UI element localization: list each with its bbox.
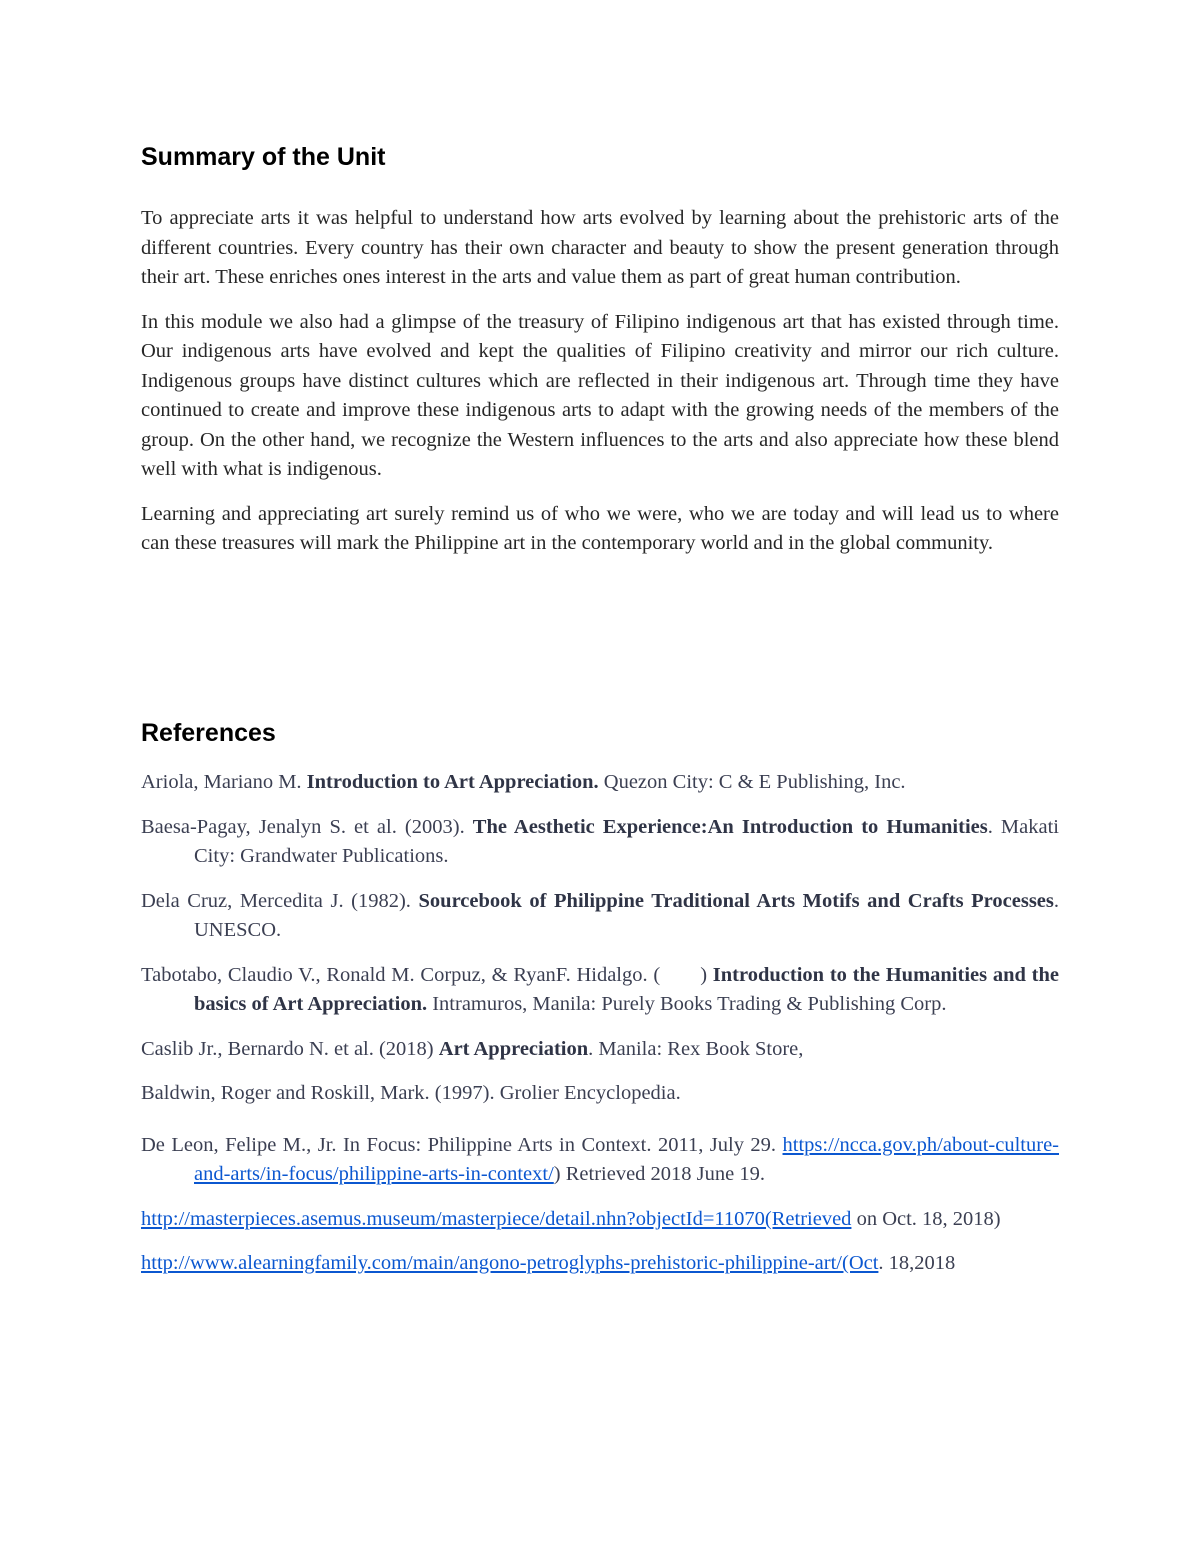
summary-heading: Summary of the Unit xyxy=(141,143,386,171)
summary-paragraph-1: To appreciate arts it was helpful to understand how arts evolved by learning about the prehistoric arts of the different countries. Every country has their own character and beauty to show the present generation through their art. These enriches ones interest in the arts and value them as part of great human contribution. xyxy=(141,207,1059,288)
reference-link-asemus[interactable]: http://masterpieces.asemus.museum/masterpiece/detail.nhn?objectId=11070(Retrieved xyxy=(141,1207,852,1230)
reference-asemus xyxy=(141,1205,1059,1235)
references-list xyxy=(141,768,1059,1294)
reference-title: Introduction to the Humanities and the basics of Art Appreciation. xyxy=(194,963,1059,1015)
reference-ariola xyxy=(141,768,1059,798)
reference-publisher: . Manila: Rex Book Store, xyxy=(588,1037,804,1060)
summary-paragraph-3: Learning and appreciating art surely remind us of who we were, who we are today and will lead us to where can these treasures will mark the Philippine art in the contemporary world and in the global community. xyxy=(141,502,1059,554)
reference-author: Ariola, Mariano M. xyxy=(141,771,307,793)
reference-baesa-pagay xyxy=(141,813,1059,872)
reference-publisher: . Makati City: Grandwater Publications. xyxy=(194,815,1059,867)
reference-retrieved: ) Retrieved 2018 June 19. xyxy=(553,1163,765,1185)
references-heading: References xyxy=(141,719,276,747)
reference-author: Tabotabo, Claudio V., Ronald M. Corpuz, & RyanF. Hidalgo. ( xyxy=(141,963,661,986)
reference-retrieved: . 18,2018 xyxy=(878,1252,956,1274)
reference-baldwin: Baldwin, Roger and Roskill, Mark. (1997). Grolier Encyclopedia. xyxy=(141,1082,681,1104)
document-page xyxy=(141,0,1059,1553)
reference-link-alearningfamily[interactable]: http://www.alearningfamily.com/main/angono-petroglyphs-prehistoric-philippine-art/(Oct xyxy=(141,1252,879,1274)
reference-title: Introduction to Art Appreciation. xyxy=(306,771,599,793)
reference-title: The Aesthetic Experience:An Introduction to Humanities xyxy=(472,815,988,838)
reference-link-ncca[interactable]: https://ncca.gov.ph/about-culture-and-arts/in-focus/philippine-arts-in-context/ xyxy=(194,1133,1059,1185)
reference-author: Caslib Jr., Bernardo N. et al. (2018) xyxy=(141,1037,439,1060)
reference-publisher: Quezon City: C & E Publishing, Inc. xyxy=(598,771,906,793)
reference-alearningfamily xyxy=(141,1249,1059,1279)
reference-tabotabo xyxy=(141,961,1059,1020)
summary-section xyxy=(141,204,1059,574)
reference-publisher: . UNESCO. xyxy=(194,889,1059,941)
reference-title: Art Appreciation xyxy=(438,1037,589,1060)
reference-publisher: Intramuros, Manila: Purely Books Trading & Publishing Corp. xyxy=(427,993,947,1015)
reference-caslib xyxy=(141,1035,1059,1065)
summary-paragraph-2: In this module we also had a glimpse of the treasury of Filipino indigenous art that has existed through time. Our indigenous arts have evolved and kept the qualities of Filipino creativity and mirror our rich culture. Indigenous groups have distinct cultures which are reflected in their indigenous art. Through time they have continued to create and improve these indigenous arts to adapt with the growing needs of the members of the group. On the other hand, we recognize the Western influences to the arts and also appreciate how these blend well with what is indigenous. xyxy=(141,310,1059,480)
reference-author-close: ) xyxy=(700,963,713,986)
reference-author: Baesa-Pagay, Jenalyn S. et al. (2003). xyxy=(141,815,473,838)
reference-de-leon xyxy=(141,1131,1059,1190)
reference-dela-cruz xyxy=(141,887,1059,946)
reference-author: Dela Cruz, Mercedita J. (1982). xyxy=(141,889,419,912)
reference-title: Sourcebook of Philippine Traditional Arts Motifs and Crafts Processes xyxy=(418,889,1054,912)
reference-retrieved: on Oct. 18, 2018) xyxy=(851,1207,1001,1230)
reference-author: De Leon, Felipe M., Jr. In Focus: Philippine Arts in Context. 2011, July 29. xyxy=(141,1133,783,1156)
